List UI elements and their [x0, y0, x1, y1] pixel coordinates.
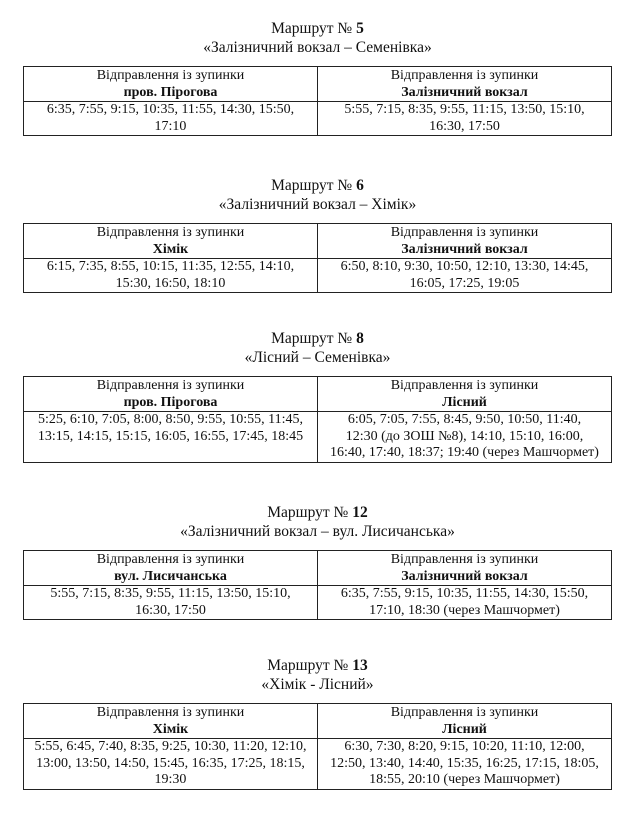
times-cell [318, 259, 612, 293]
route-title [23, 503, 612, 522]
times-row [24, 739, 612, 790]
header-cell [24, 377, 318, 412]
header-cell [24, 704, 318, 739]
timetable [23, 703, 612, 790]
route-title [23, 19, 612, 38]
route-8-section [23, 329, 612, 463]
times-cell [24, 102, 318, 136]
departure-times-line: 16:30, 17:50 [429, 118, 500, 134]
departure-times-line: 12:50, 13:40, 14:40, 15:35, 16:25, 17:15, 18:05, [330, 755, 599, 771]
header-label: Відправлення із зупинки [96, 705, 245, 720]
departure-times-line: 16:30, 17:50 [135, 602, 206, 618]
route-13-section [23, 656, 612, 790]
times-cell [24, 259, 318, 293]
header-label: Відправлення із зупинки [390, 378, 539, 393]
header-cell [24, 224, 318, 259]
times-row [24, 586, 612, 620]
header-label: Відправлення із зупинки [96, 378, 245, 393]
header-label: Відправлення із зупинки [390, 68, 539, 83]
route-5-section [23, 19, 612, 136]
departure-times-line: 18:55, 20:10 (через Машчормет) [369, 772, 560, 787]
route-name: «Залізничний вокзал – Семенівка» [203, 39, 432, 56]
departure-times-line: 5:55, 7:15, 8:35, 9:55, 11:15, 13:50, 15:10, [50, 586, 291, 601]
times-cell [24, 586, 318, 620]
route-prefix: Маршрут № [271, 20, 353, 37]
stop-name: Залізничний вокзал [401, 84, 528, 100]
header-label: Відправлення із зупинки [96, 68, 245, 83]
stop-name: вул. Лисичанська [114, 568, 227, 584]
times-cell [318, 102, 612, 136]
header-label: Відправлення із зупинки [390, 225, 539, 240]
stop-name: Залізничний вокзал [401, 241, 528, 257]
route-name: «Лісний – Семенівка» [244, 349, 391, 366]
departure-times-line: 5:55, 7:15, 8:35, 9:55, 11:15, 13:50, 15:10, [344, 102, 585, 117]
route-name: «Залізничний вокзал – вул. Лисичанська» [180, 523, 455, 540]
route-number: 5 [356, 20, 364, 37]
stop-name: Хімік [152, 721, 189, 737]
departure-times-line: 5:55, 6:45, 7:40, 8:35, 9:25, 10:30, 11:20, 12:10, [34, 739, 307, 754]
stop-name: Хімік [152, 241, 189, 257]
times-cell [318, 586, 612, 620]
departure-times-line: 13:00, 13:50, 14:50, 15:45, 16:35, 17:25, 18:15, [36, 755, 305, 771]
departure-times-line: 16:40, 17:40, 18:37; 19:40 (через Машчормет) [330, 445, 599, 460]
timetable [23, 550, 612, 620]
route-title [23, 656, 612, 675]
header-row [24, 224, 612, 259]
header-label: Відправлення із зупинки [96, 552, 245, 567]
route-title [23, 176, 612, 195]
departure-times-line: 6:05, 7:05, 7:55, 8:45, 9:50, 10:50, 11:40, [347, 412, 582, 427]
departure-times-line: 6:30, 7:30, 8:20, 9:15, 10:20, 11:10, 12:00, [344, 739, 585, 754]
timetable [23, 376, 612, 463]
stop-name: пров. Пірогова [123, 84, 218, 100]
header-label: Відправлення із зупинки [96, 225, 245, 240]
header-cell [318, 704, 612, 739]
stop-name: Залізничний вокзал [401, 568, 528, 584]
route-prefix: Маршрут № [271, 177, 353, 194]
times-row [24, 412, 612, 463]
header-row [24, 67, 612, 102]
times-cell [318, 739, 612, 790]
departure-times-line: 17:10, 18:30 (через Машчормет) [369, 602, 560, 618]
timetable [23, 66, 612, 136]
header-label: Відправлення із зупинки [390, 552, 539, 567]
route-prefix: Маршрут № [267, 657, 349, 674]
route-12-section [23, 503, 612, 620]
departure-times-line: 6:35, 7:55, 9:15, 10:35, 11:55, 14:30, 15:50, [340, 586, 589, 601]
departure-times-line: 17:10 [154, 118, 187, 134]
route-prefix: Маршрут № [271, 330, 353, 347]
times-cell [318, 412, 612, 463]
header-label: Відправлення із зупинки [390, 705, 539, 720]
times-cell [24, 412, 318, 463]
route-number: 12 [352, 504, 368, 521]
departure-times-line: 16:05, 17:25, 19:05 [409, 275, 520, 291]
header-cell [318, 551, 612, 586]
route-title [23, 329, 612, 348]
stop-name: Лісний [442, 721, 487, 737]
header-row [24, 704, 612, 739]
departure-times-line: 19:30 [154, 772, 187, 787]
stop-name: Лісний [442, 394, 487, 410]
timetable [23, 223, 612, 293]
route-name: «Хімік - Лісний» [261, 676, 374, 693]
departure-times-line: 13:15, 14:15, 15:15, 16:05, 16:55, 17:45, 18:45 [37, 428, 304, 444]
departure-times-line: 12:30 (до ЗОШ №8), 14:10, 15:10, 16:00, [345, 428, 584, 444]
times-cell [24, 739, 318, 790]
route-name: «Залізничний вокзал – Хімік» [218, 196, 417, 213]
departure-times-line: 15:30, 16:50, 18:10 [115, 275, 226, 291]
header-row [24, 377, 612, 412]
departure-times-line: 6:15, 7:35, 8:55, 10:15, 11:35, 12:55, 14:10, [46, 259, 295, 274]
header-cell [318, 377, 612, 412]
route-6-section [23, 176, 612, 293]
header-cell [318, 224, 612, 259]
header-row [24, 551, 612, 586]
stop-name: пров. Пірогова [123, 394, 218, 410]
header-cell [24, 551, 318, 586]
departure-times-line: 6:35, 7:55, 9:15, 10:35, 11:55, 14:30, 15:50, [46, 102, 295, 117]
departure-times-line: 6:50, 8:10, 9:30, 10:50, 12:10, 13:30, 14:45, [340, 259, 589, 274]
header-cell [318, 67, 612, 102]
departure-times-line: 5:25, 6:10, 7:05, 8:00, 8:50, 9:55, 10:55, 11:45, [37, 412, 304, 427]
route-prefix: Маршрут № [267, 504, 349, 521]
times-row [24, 102, 612, 136]
route-number: 6 [356, 177, 364, 194]
header-cell [24, 67, 318, 102]
times-row [24, 259, 612, 293]
route-number: 13 [352, 657, 368, 674]
route-number: 8 [356, 330, 364, 347]
